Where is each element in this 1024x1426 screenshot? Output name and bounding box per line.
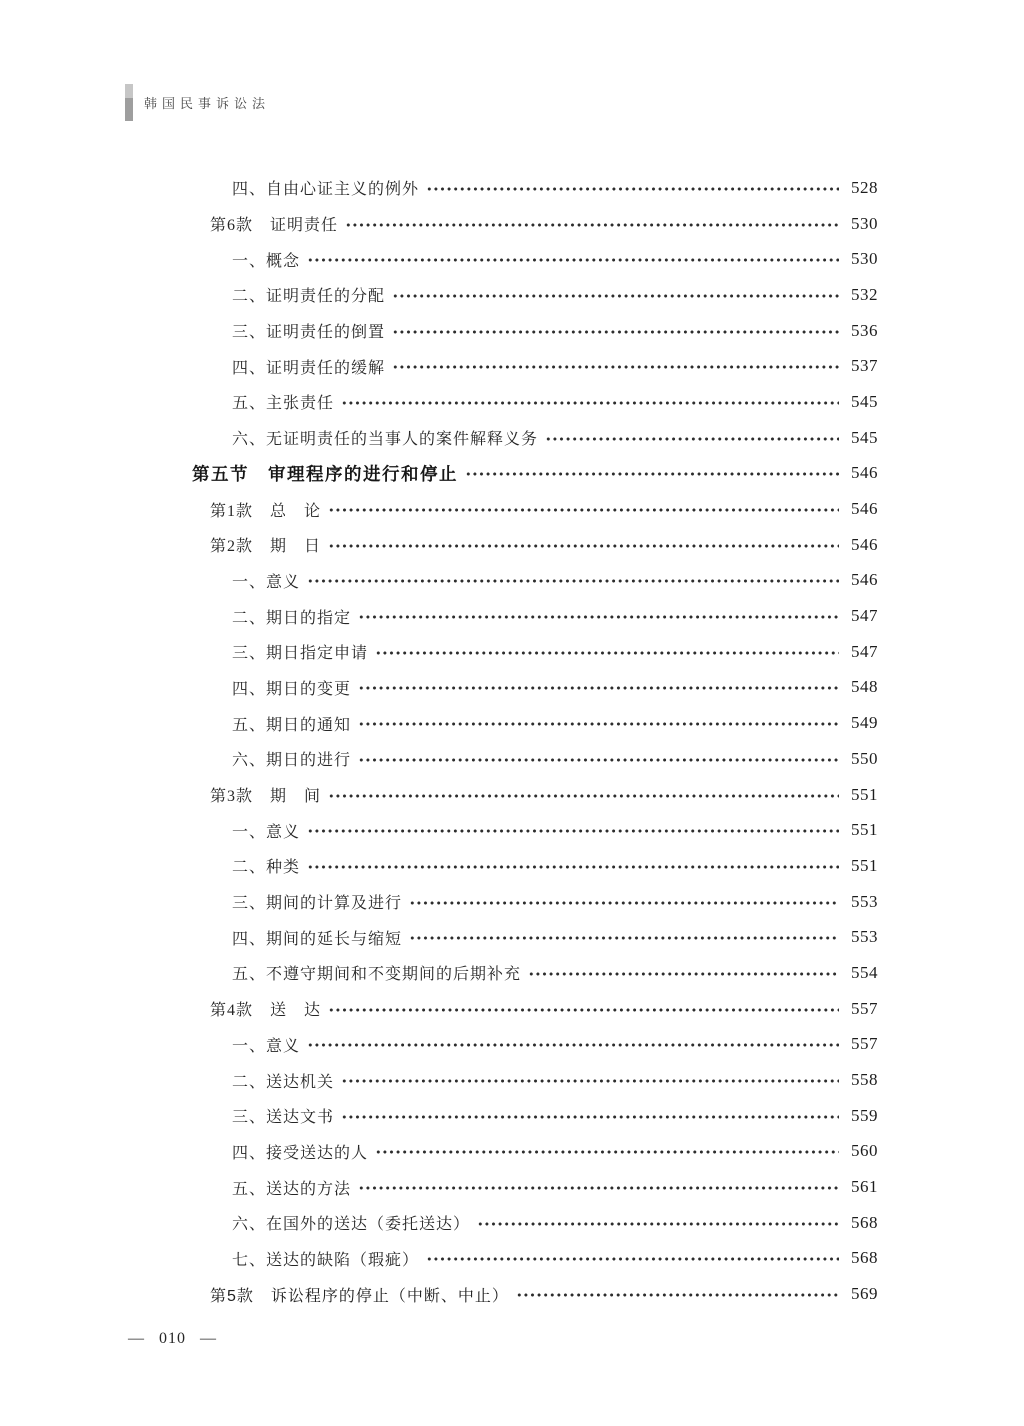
toc-entry-page-number: 546 (851, 463, 878, 483)
toc-entry (192, 1169, 878, 1205)
toc-entry-title: 五、送达的方法 (232, 1180, 352, 1198)
toc-entry-title: 四、证明责任的缓解 (232, 359, 386, 377)
toc-entry-page-number: 551 (851, 784, 878, 804)
toc-entry-page-number: 537 (851, 356, 878, 376)
dot-leader (307, 862, 839, 872)
toc-entry-page-number: 551 (851, 820, 878, 840)
toc-entry-title: 四、自由心证主义的例外 (232, 181, 420, 199)
dot-leader (345, 220, 839, 230)
toc-entry (192, 1276, 878, 1312)
toc-entry-page-number: 557 (851, 1034, 878, 1054)
toc-entry-title: 五、期日的通知 (232, 716, 352, 734)
toc-entry (192, 884, 878, 920)
dot-leader (392, 362, 839, 372)
toc-entry-title: 一、意义 (232, 823, 301, 841)
toc-entry (192, 456, 878, 492)
toc-entry-title: 七、送达的缺陷（瑕疵） (232, 1251, 420, 1269)
dot-leader (307, 576, 839, 586)
toc-entry-page-number: 530 (851, 213, 878, 233)
dot-leader (328, 1005, 839, 1015)
dot-leader (358, 1183, 839, 1193)
toc-entry (192, 991, 878, 1027)
toc-entry (192, 919, 878, 955)
header-accent-bar (125, 84, 133, 121)
dot-leader (307, 826, 839, 836)
dot-leader (307, 255, 839, 265)
toc-entry-title: 第3款 期 间 (210, 788, 322, 806)
toc-entry-page-number: 551 (851, 855, 878, 875)
toc-entry-page-number: 548 (851, 677, 878, 697)
dot-leader (358, 612, 839, 622)
toc-entry-title: 三、送达文书 (232, 1109, 335, 1127)
toc-entry-page-number: 558 (851, 1070, 878, 1090)
dot-leader (341, 1076, 839, 1086)
toc-entry-page-number: 545 (851, 427, 878, 447)
toc-entry (192, 170, 878, 206)
toc-entry-title: 第1款 总 论 (210, 502, 322, 520)
toc-entry-title: 一、意义 (232, 1037, 301, 1055)
header-accent-bar-bottom (125, 98, 133, 121)
toc-entry-title: 四、期间的延长与缩短 (232, 930, 403, 948)
toc-entry-title: 第6款 证明责任 (210, 217, 339, 235)
dot-leader (328, 505, 839, 515)
toc-entry-title: 五、主张责任 (232, 395, 335, 413)
toc-entry (192, 705, 878, 741)
toc-entry (192, 741, 878, 777)
toc-entry-title: 二、种类 (232, 859, 301, 877)
toc-entry-page-number: 550 (851, 748, 878, 768)
toc-entry-title: 六、期日的进行 (232, 752, 352, 770)
toc-entry (192, 1205, 878, 1241)
toc-entry-page-number: 569 (851, 1284, 878, 1304)
toc-entry (192, 1098, 878, 1134)
toc-entry-title: 五、不遵守期间和不变期间的后期补充 (232, 966, 522, 984)
dot-leader (545, 434, 839, 444)
running-head-book-title: 韩国民事诉讼法 (144, 96, 271, 111)
dot-leader (426, 1254, 839, 1264)
toc-entry-title: 第5款 诉讼程序的停止（中断、中止） (210, 1287, 509, 1305)
toc-entry (192, 812, 878, 848)
toc-entry-page-number: 546 (851, 534, 878, 554)
toc-entry-page-number: 532 (851, 284, 878, 304)
toc-entry (192, 1241, 878, 1277)
toc-entry-title: 一、意义 (232, 573, 301, 591)
dot-leader (409, 898, 839, 908)
toc-entry-title: 第五节 审理程序的进行和停止 (192, 463, 458, 484)
toc-entry-page-number: 559 (851, 1105, 878, 1125)
toc-entry (192, 563, 878, 599)
header-accent-bar-top (125, 84, 133, 98)
toc-entry-title: 二、期日的指定 (232, 609, 352, 627)
dot-leader (358, 719, 839, 729)
toc-entry-title: 第4款 送 达 (210, 1002, 322, 1020)
toc-entry (192, 1027, 878, 1063)
toc-entry-page-number: 568 (851, 1248, 878, 1268)
dot-leader (328, 541, 839, 551)
dot-leader (307, 1040, 839, 1050)
toc-entry-title: 第2款 期 日 (210, 538, 322, 556)
folio-page-number: — 010 — (128, 1330, 217, 1347)
dot-leader (409, 933, 839, 943)
toc-entry (192, 1134, 878, 1170)
toc-entry-page-number: 546 (851, 570, 878, 590)
toc-entry (192, 777, 878, 813)
toc-entry (192, 955, 878, 991)
toc-entry-page-number: 557 (851, 998, 878, 1018)
dot-leader (516, 1290, 839, 1300)
toc-entry (192, 527, 878, 563)
dot-leader (392, 327, 839, 337)
toc-entry (192, 313, 878, 349)
dot-leader (341, 398, 839, 408)
dot-leader (392, 291, 839, 301)
toc-entry (192, 206, 878, 242)
dot-leader (358, 755, 839, 765)
dot-leader (528, 969, 839, 979)
toc-entry-title: 六、在国外的送达（委托送达） (232, 1216, 471, 1234)
toc-entry-page-number: 553 (851, 891, 878, 911)
toc-entry (192, 634, 878, 670)
dot-leader (375, 1147, 839, 1157)
toc-entry-page-number: 554 (851, 962, 878, 982)
toc-entry-title: 四、期日的变更 (232, 680, 352, 698)
dot-leader (477, 1219, 839, 1229)
toc-entry-title: 三、期日指定申请 (232, 645, 369, 663)
dot-leader (375, 648, 839, 658)
dot-leader (328, 791, 839, 801)
toc-list (192, 170, 878, 1312)
toc-entry-page-number: 547 (851, 641, 878, 661)
toc-entry (192, 277, 878, 313)
dot-leader (465, 469, 839, 479)
toc-entry-title: 三、期间的计算及进行 (232, 895, 403, 913)
toc-entry-title: 二、送达机关 (232, 1073, 335, 1091)
toc-entry-page-number: 560 (851, 1141, 878, 1161)
toc-entry (192, 420, 878, 456)
toc-entry (192, 348, 878, 384)
toc-entry-page-number: 568 (851, 1212, 878, 1232)
toc-entry (192, 241, 878, 277)
toc-entry-page-number: 530 (851, 249, 878, 269)
toc-entry-page-number: 545 (851, 391, 878, 411)
toc-entry-page-number: 547 (851, 606, 878, 626)
toc-entry (192, 491, 878, 527)
toc-entry-page-number: 546 (851, 499, 878, 519)
toc-entry (192, 384, 878, 420)
dot-leader (341, 1112, 839, 1122)
toc-entry-page-number: 553 (851, 927, 878, 947)
toc-entry (192, 848, 878, 884)
dot-leader (426, 184, 839, 194)
toc-entry (192, 670, 878, 706)
toc-entry-page-number: 561 (851, 1177, 878, 1197)
toc-entry (192, 598, 878, 634)
toc-entry-title: 三、证明责任的倒置 (232, 324, 386, 342)
dot-leader (358, 683, 839, 693)
toc-entry-title: 一、概念 (232, 252, 301, 270)
toc-entry (192, 1062, 878, 1098)
toc-entry-title: 二、证明责任的分配 (232, 288, 386, 306)
toc-entry-title: 六、无证明责任的当事人的案件解释义务 (232, 431, 539, 449)
toc-entry-page-number: 528 (851, 177, 878, 197)
toc-entry-title: 四、接受送达的人 (232, 1144, 369, 1162)
toc-entry-page-number: 536 (851, 320, 878, 340)
toc-entry-page-number: 549 (851, 713, 878, 733)
